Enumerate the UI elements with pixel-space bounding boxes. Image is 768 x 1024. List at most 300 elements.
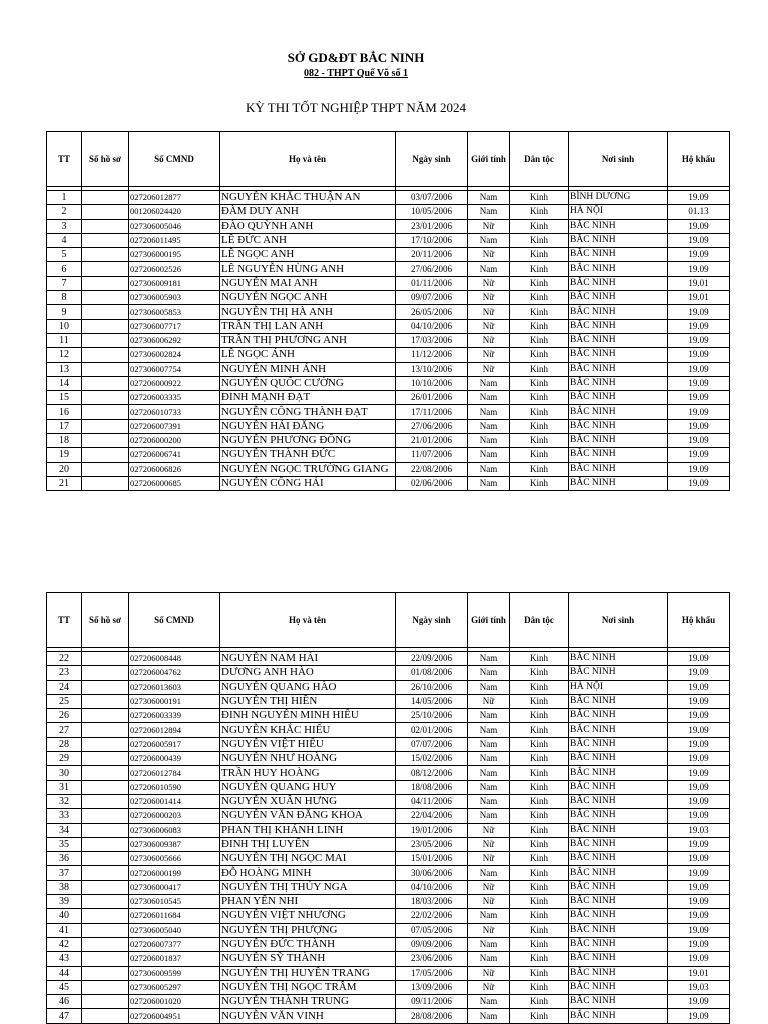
col-header-gender: Giới tính	[468, 132, 510, 187]
cell-name: TRẦN THỊ LAN ANH	[220, 319, 396, 333]
cell-birthplace: BẮC NINH	[569, 448, 668, 462]
cell-ho-so	[82, 233, 129, 247]
cell-gender: Nữ	[468, 852, 510, 866]
cell-dob: 20/11/2006	[396, 248, 468, 262]
cell-tt: 23	[47, 666, 82, 680]
cell-cmnd: 027206000439	[129, 752, 220, 766]
cell-name: LÊ NGỌC ANH	[220, 248, 396, 262]
table-row	[47, 652, 730, 666]
table-row	[47, 895, 730, 909]
cell-ethnic: Kinh	[510, 937, 569, 951]
cell-tt: 45	[47, 980, 82, 994]
cell-gender: Nam	[468, 723, 510, 737]
cell-cmnd: 027306006083	[129, 823, 220, 837]
cell-hokhau: 19.09	[668, 434, 730, 448]
cell-dob: 04/10/2006	[396, 319, 468, 333]
cell-hokhau: 19.09	[668, 391, 730, 405]
cell-cmnd: 027206006826	[129, 462, 220, 476]
col-header-ethnic: Dân tộc	[510, 593, 569, 648]
cell-ho-so	[82, 205, 129, 219]
cell-dob: 07/07/2006	[396, 737, 468, 751]
cell-ho-so	[82, 362, 129, 376]
cell-ho-so	[82, 405, 129, 419]
cell-ethnic: Kinh	[510, 895, 569, 909]
table-row	[47, 794, 730, 808]
cell-birthplace: BẮC NINH	[569, 219, 668, 233]
cell-name: NGUYỄN QUANG HUY	[220, 780, 396, 794]
cell-hokhau: 19.09	[668, 680, 730, 694]
table-row	[47, 866, 730, 880]
cell-cmnd: 027206013603	[129, 680, 220, 694]
cell-dob: 22/09/2006	[396, 652, 468, 666]
cell-birthplace: BẮC NINH	[569, 723, 668, 737]
cell-birthplace: BẮC NINH	[569, 995, 668, 1009]
cell-cmnd: 027206012784	[129, 766, 220, 780]
cell-hokhau: 19.03	[668, 823, 730, 837]
cell-dob: 04/11/2006	[396, 794, 468, 808]
cell-hokhau: 19.09	[668, 937, 730, 951]
cell-gender: Nữ	[468, 823, 510, 837]
cell-tt: 26	[47, 709, 82, 723]
cell-cmnd: 027306000191	[129, 694, 220, 708]
table-row	[47, 305, 730, 319]
table-row	[47, 923, 730, 937]
cell-tt: 8	[47, 291, 82, 305]
cell-hokhau: 19.09	[668, 694, 730, 708]
table-row	[47, 666, 730, 680]
cell-gender: Nam	[468, 709, 510, 723]
cell-ho-so	[82, 434, 129, 448]
cell-ethnic: Kinh	[510, 1009, 569, 1023]
cell-birthplace: BẮC NINH	[569, 966, 668, 980]
cell-tt: 24	[47, 680, 82, 694]
cell-name: NGUYỄN NGỌC TRƯỜNG GIANG	[220, 462, 396, 476]
cell-gender: Nữ	[468, 837, 510, 851]
cell-ho-so	[82, 391, 129, 405]
cell-hokhau: 19.09	[668, 652, 730, 666]
cell-gender: Nam	[468, 909, 510, 923]
cell-ethnic: Kinh	[510, 880, 569, 894]
cell-ho-so	[82, 462, 129, 476]
cell-dob: 21/01/2006	[396, 434, 468, 448]
cell-gender: Nữ	[468, 276, 510, 290]
cell-ethnic: Kinh	[510, 291, 569, 305]
cell-hokhau: 19.09	[668, 219, 730, 233]
cell-gender: Nam	[468, 405, 510, 419]
cell-gender: Nam	[468, 419, 510, 433]
cell-birthplace: BẮC NINH	[569, 248, 668, 262]
cell-dob: 15/02/2006	[396, 752, 468, 766]
table-row	[47, 937, 730, 951]
cell-dob: 15/01/2006	[396, 852, 468, 866]
cell-gender: Nam	[468, 809, 510, 823]
table-row	[47, 348, 730, 362]
cell-gender: Nữ	[468, 319, 510, 333]
cell-gender: Nam	[468, 462, 510, 476]
cell-ho-so	[82, 291, 129, 305]
cell-cmnd: 027206000199	[129, 866, 220, 880]
cell-cmnd: 027306002824	[129, 348, 220, 362]
cell-cmnd: 027206004951	[129, 1009, 220, 1023]
cell-gender: Nữ	[468, 980, 510, 994]
cell-cmnd: 027306005046	[129, 219, 220, 233]
cell-tt: 35	[47, 837, 82, 851]
cell-tt: 29	[47, 752, 82, 766]
cell-hokhau: 19.09	[668, 837, 730, 851]
cell-cmnd: 027206000685	[129, 476, 220, 490]
cell-tt: 46	[47, 995, 82, 1009]
cell-birthplace: BẮC NINH	[569, 794, 668, 808]
cell-name: NGUYỄN NGỌC ANH	[220, 291, 396, 305]
cell-gender: Nữ	[468, 694, 510, 708]
cell-ethnic: Kinh	[510, 866, 569, 880]
cell-name: LÊ ĐỨC ANH	[220, 233, 396, 247]
cell-tt: 38	[47, 880, 82, 894]
cell-ethnic: Kinh	[510, 376, 569, 390]
cell-name: NGUYỄN QUANG HÀO	[220, 680, 396, 694]
cell-tt: 12	[47, 348, 82, 362]
cell-hokhau: 19.01	[668, 291, 730, 305]
cell-ho-so	[82, 794, 129, 808]
table-row	[47, 737, 730, 751]
school-title: 082 - THPT Quế Võ số 1	[304, 68, 408, 79]
table-row	[47, 405, 730, 419]
cell-dob: 03/07/2006	[396, 191, 468, 205]
cell-hokhau: 19.09	[668, 262, 730, 276]
cell-cmnd: 027206003335	[129, 391, 220, 405]
cell-dob: 10/05/2006	[396, 205, 468, 219]
table-body	[47, 648, 730, 1024]
cell-gender: Nam	[468, 680, 510, 694]
cell-cmnd: 027206012877	[129, 191, 220, 205]
cell-ho-so	[82, 966, 129, 980]
cell-ho-so	[82, 694, 129, 708]
cell-ho-so	[82, 248, 129, 262]
cell-dob: 26/05/2006	[396, 305, 468, 319]
cell-ho-so	[82, 752, 129, 766]
col-header-ho-so: Số hồ sơ	[82, 132, 129, 187]
cell-birthplace: BẮC NINH	[569, 391, 668, 405]
col-header-ethnic: Dân tộc	[510, 132, 569, 187]
cell-hokhau: 19.01	[668, 966, 730, 980]
cell-name: NGUYỄN VIỆT HIẾU	[220, 737, 396, 751]
cell-tt: 7	[47, 276, 82, 290]
cell-name: PHAN THỊ KHÁNH LINH	[220, 823, 396, 837]
cell-gender: Nữ	[468, 305, 510, 319]
cell-birthplace: BẮC NINH	[569, 419, 668, 433]
cell-ho-so	[82, 348, 129, 362]
cell-ho-so	[82, 262, 129, 276]
cell-dob: 07/05/2006	[396, 923, 468, 937]
cell-hokhau: 19.09	[668, 376, 730, 390]
table-row	[47, 333, 730, 347]
table-row	[47, 752, 730, 766]
cell-birthplace: BẮC NINH	[569, 666, 668, 680]
cell-tt: 42	[47, 937, 82, 951]
cell-birthplace: BẮC NINH	[569, 652, 668, 666]
cell-gender: Nam	[468, 780, 510, 794]
cell-cmnd: 027306005666	[129, 852, 220, 866]
cell-birthplace: BẮC NINH	[569, 937, 668, 951]
cell-tt: 31	[47, 780, 82, 794]
cell-birthplace: BẮC NINH	[569, 376, 668, 390]
cell-hokhau: 19.09	[668, 666, 730, 680]
cell-tt: 39	[47, 895, 82, 909]
table-row	[47, 909, 730, 923]
cell-birthplace: BẮC NINH	[569, 305, 668, 319]
col-header-tt: TT	[47, 132, 82, 187]
cell-cmnd: 027306010545	[129, 895, 220, 909]
cell-cmnd: 027306007754	[129, 362, 220, 376]
cell-ethnic: Kinh	[510, 233, 569, 247]
cell-tt: 37	[47, 866, 82, 880]
cell-ethnic: Kinh	[510, 348, 569, 362]
table-row	[47, 852, 730, 866]
cell-dob: 04/10/2006	[396, 880, 468, 894]
cell-gender: Nữ	[468, 966, 510, 980]
cell-birthplace: BẮC NINH	[569, 709, 668, 723]
cell-name: PHAN YẾN NHI	[220, 895, 396, 909]
cell-tt: 4	[47, 233, 82, 247]
cell-ho-so	[82, 880, 129, 894]
cell-ethnic: Kinh	[510, 980, 569, 994]
cell-birthplace: HÀ NỘI	[569, 680, 668, 694]
col-header-ho-so: Số hồ sơ	[82, 593, 129, 648]
cell-ethnic: Kinh	[510, 723, 569, 737]
cell-name: NGUYỄN THỊ NGỌC MAI	[220, 852, 396, 866]
table-row	[47, 1009, 730, 1023]
cell-hokhau: 19.01	[668, 276, 730, 290]
cell-name: NGUYỄN THỊ PHƯỢNG	[220, 923, 396, 937]
cell-hokhau: 19.09	[668, 248, 730, 262]
cell-name: NGUYỄN VIỆT NHƯƠNG	[220, 909, 396, 923]
cell-cmnd: 027206001414	[129, 794, 220, 808]
cell-ethnic: Kinh	[510, 191, 569, 205]
table-row	[47, 823, 730, 837]
cell-tt: 15	[47, 391, 82, 405]
cell-hokhau: 19.09	[668, 852, 730, 866]
cell-cmnd: 027306007717	[129, 319, 220, 333]
cell-tt: 40	[47, 909, 82, 923]
cell-cmnd: 027206003339	[129, 709, 220, 723]
cell-ho-so	[82, 909, 129, 923]
cell-birthplace: BẮC NINH	[569, 405, 668, 419]
cell-gender: Nữ	[468, 219, 510, 233]
cell-hokhau: 19.09	[668, 880, 730, 894]
cell-ho-so	[82, 319, 129, 333]
cell-birthplace: BẮC NINH	[569, 333, 668, 347]
cell-tt: 13	[47, 362, 82, 376]
cell-gender: Nam	[468, 937, 510, 951]
cell-birthplace: BẮC NINH	[569, 866, 668, 880]
cell-cmnd: 027206010733	[129, 405, 220, 419]
cell-name: NGUYỄN ĐỨC THÀNH	[220, 937, 396, 951]
cell-name: ĐỖ HOÀNG MINH	[220, 866, 396, 880]
col-header-hokhau: Hộ khẩu	[668, 132, 730, 187]
cell-gender: Nữ	[468, 895, 510, 909]
cell-dob: 23/05/2006	[396, 837, 468, 851]
cell-tt: 18	[47, 434, 82, 448]
cell-birthplace: BẮC NINH	[569, 923, 668, 937]
cell-hokhau: 19.09	[668, 780, 730, 794]
cell-birthplace: BẮC NINH	[569, 952, 668, 966]
cell-ho-so	[82, 780, 129, 794]
cell-ho-so	[82, 419, 129, 433]
table-row	[47, 291, 730, 305]
cell-hokhau: 19.03	[668, 980, 730, 994]
cell-ethnic: Kinh	[510, 766, 569, 780]
cell-dob: 09/11/2006	[396, 995, 468, 1009]
cell-hokhau: 19.09	[668, 895, 730, 909]
cell-gender: Nam	[468, 434, 510, 448]
cell-dob: 09/07/2006	[396, 291, 468, 305]
cell-ho-so	[82, 666, 129, 680]
cell-gender: Nam	[468, 652, 510, 666]
cell-gender: Nam	[468, 233, 510, 247]
cell-name: NGUYỄN THỊ HIỀN	[220, 694, 396, 708]
cell-name: ĐÀO QUỲNH ANH	[220, 219, 396, 233]
table-row	[47, 952, 730, 966]
table-body	[47, 187, 730, 491]
cell-birthplace: HÀ NỘI	[569, 205, 668, 219]
cell-ho-so	[82, 709, 129, 723]
cell-gender: Nữ	[468, 923, 510, 937]
cell-ho-so	[82, 680, 129, 694]
cell-tt: 11	[47, 333, 82, 347]
cell-gender: Nam	[468, 866, 510, 880]
cell-ethnic: Kinh	[510, 995, 569, 1009]
cell-cmnd: 027206007377	[129, 937, 220, 951]
table-row	[47, 766, 730, 780]
cell-ho-so	[82, 766, 129, 780]
table-row	[47, 680, 730, 694]
cell-ethnic: Kinh	[510, 680, 569, 694]
cell-tt: 43	[47, 952, 82, 966]
cell-tt: 9	[47, 305, 82, 319]
cell-ho-so	[82, 305, 129, 319]
cell-hokhau: 01.13	[668, 205, 730, 219]
cell-hokhau: 19.09	[668, 305, 730, 319]
cell-ethnic: Kinh	[510, 923, 569, 937]
cell-dob: 30/06/2006	[396, 866, 468, 880]
cell-cmnd: 027306000417	[129, 880, 220, 894]
cell-cmnd: 027206000200	[129, 434, 220, 448]
cell-birthplace: BẮC NINH	[569, 980, 668, 994]
cell-gender: Nam	[468, 1009, 510, 1023]
cell-name: NGUYỄN THÀNH ĐỨC	[220, 448, 396, 462]
cell-cmnd: 027306000195	[129, 248, 220, 262]
cell-name: TRẦN HUY HOÀNG	[220, 766, 396, 780]
table-row	[47, 376, 730, 390]
cell-hokhau: 19.09	[668, 1009, 730, 1023]
cell-dob: 27/06/2006	[396, 419, 468, 433]
cell-ethnic: Kinh	[510, 666, 569, 680]
cell-gender: Nữ	[468, 291, 510, 305]
col-header-name: Họ và tên	[220, 132, 396, 187]
cell-cmnd: 027206000203	[129, 809, 220, 823]
cell-ho-so	[82, 276, 129, 290]
cell-cmnd: 027306005853	[129, 305, 220, 319]
cell-cmnd: 027206012894	[129, 723, 220, 737]
cell-gender: Nam	[468, 952, 510, 966]
table-row	[47, 448, 730, 462]
cell-ethnic: Kinh	[510, 462, 569, 476]
cell-hokhau: 19.09	[668, 233, 730, 247]
cell-tt: 36	[47, 852, 82, 866]
cell-ho-so	[82, 1009, 129, 1023]
cell-dob: 13/10/2006	[396, 362, 468, 376]
cell-hokhau: 19.09	[668, 909, 730, 923]
cell-ethnic: Kinh	[510, 852, 569, 866]
cell-birthplace: BẮC NINH	[569, 895, 668, 909]
cell-name: NGUYỄN THỊ HÀ ANH	[220, 305, 396, 319]
cell-ho-so	[82, 376, 129, 390]
cell-hokhau: 19.09	[668, 995, 730, 1009]
cell-gender: Nữ	[468, 880, 510, 894]
cell-name: NGUYỄN MINH ÁNH	[220, 362, 396, 376]
table-row	[47, 966, 730, 980]
col-header-dob: Ngày sinh	[396, 593, 468, 648]
cell-ethnic: Kinh	[510, 262, 569, 276]
cell-gender: Nam	[468, 376, 510, 390]
table-row	[47, 880, 730, 894]
col-header-name: Họ và tên	[220, 593, 396, 648]
cell-tt: 21	[47, 476, 82, 490]
cell-name: NGUYỄN THÀNH TRUNG	[220, 995, 396, 1009]
cell-name: TRẦN THỊ PHƯƠNG ANH	[220, 333, 396, 347]
cell-hokhau: 19.09	[668, 462, 730, 476]
cell-dob: 25/10/2006	[396, 709, 468, 723]
cell-ethnic: Kinh	[510, 752, 569, 766]
cell-tt: 5	[47, 248, 82, 262]
cell-dob: 22/04/2006	[396, 809, 468, 823]
cell-dob: 11/12/2006	[396, 348, 468, 362]
cell-name: NGUYỄN CÔNG HẢI	[220, 476, 396, 490]
cell-ho-so	[82, 866, 129, 880]
cell-ethnic: Kinh	[510, 205, 569, 219]
cell-ethnic: Kinh	[510, 333, 569, 347]
cell-cmnd: 027206000922	[129, 376, 220, 390]
cell-cmnd: 027206002526	[129, 262, 220, 276]
cell-ho-so	[82, 823, 129, 837]
cell-tt: 47	[47, 1009, 82, 1023]
cell-cmnd: 027206008448	[129, 652, 220, 666]
cell-gender: Nữ	[468, 333, 510, 347]
col-header-cmnd: Số CMND	[129, 593, 220, 648]
cell-birthplace: BẮC NINH	[569, 1009, 668, 1023]
cell-dob: 02/06/2006	[396, 476, 468, 490]
cell-birthplace: BẮC NINH	[569, 362, 668, 376]
cell-ethnic: Kinh	[510, 694, 569, 708]
cell-birthplace: BẮC NINH	[569, 233, 668, 247]
cell-ethnic: Kinh	[510, 248, 569, 262]
cell-gender: Nam	[468, 476, 510, 490]
cell-ho-so	[82, 191, 129, 205]
cell-cmnd: 027206010590	[129, 780, 220, 794]
table-row	[47, 723, 730, 737]
cell-name: NGUYỄN HẢI ĐĂNG	[220, 419, 396, 433]
cell-tt: 28	[47, 737, 82, 751]
cell-cmnd: 027306005040	[129, 923, 220, 937]
col-header-cmnd: Số CMND	[129, 132, 220, 187]
cell-birthplace: BẮC NINH	[569, 766, 668, 780]
department-title: SỞ GD&ĐT BẮC NINH	[287, 50, 425, 65]
cell-hokhau: 19.09	[668, 191, 730, 205]
cell-tt: 44	[47, 966, 82, 980]
table-row	[47, 462, 730, 476]
cell-tt: 3	[47, 219, 82, 233]
cell-cmnd: 027206011684	[129, 909, 220, 923]
